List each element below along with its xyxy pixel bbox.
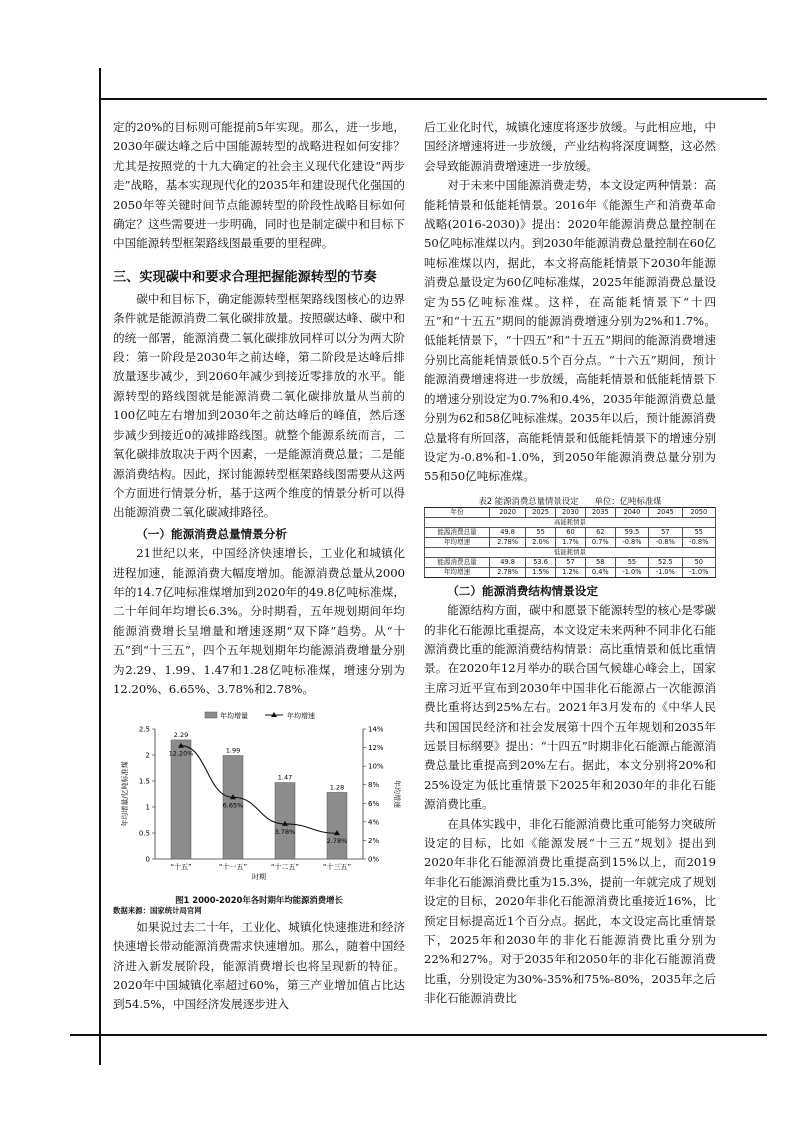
row-label: 年均增速 — [425, 537, 490, 547]
legend-bar-label: 年均增量 — [220, 712, 248, 721]
y-tick-label: 1 — [145, 803, 150, 812]
table-row — [425, 557, 716, 567]
table-cell: 2.78% — [490, 537, 526, 547]
table-cell: 0.7% — [585, 537, 615, 547]
table-cell: 0.4% — [585, 567, 615, 577]
y2-tick-label: 0% — [368, 855, 380, 864]
bar-data-label: 1.47 — [277, 773, 293, 782]
table-header-row — [425, 507, 716, 517]
y2-axis-label: 年均增速 — [393, 780, 401, 809]
y-tick-label: 2 — [145, 751, 150, 760]
left-column — [113, 118, 405, 1015]
table-row — [425, 567, 716, 577]
subsection-title: （二）能源消费结构情景设定 — [447, 583, 598, 598]
table-cell: 1.7% — [556, 537, 586, 547]
table-header-cell: 年份 — [425, 507, 490, 517]
table-header-cell: 2030 — [556, 507, 586, 517]
figure-source: 数据来源：国家统计局官网 — [113, 905, 202, 915]
y-tick-label: 0.5 — [138, 829, 150, 838]
bar — [327, 793, 347, 860]
table-title: 表2 能源消费总量情景设定 — [478, 495, 579, 506]
y2-tick-label: 4% — [368, 818, 380, 827]
line-data-label: 6.65% — [222, 801, 244, 810]
row-label: 能源消费总量 — [425, 557, 490, 567]
paragraph: 后工业化时代，城镇化速度将逐步放缓。与此相应地，中国经济增速将进一步放缓，产业结构将深度调整，这必然会导致能源消费增速进一步放缓。 — [424, 120, 716, 173]
paragraph: 能源结构方面，碳中和愿景下能源转型的核心是零碳的非化石能源比重提高，本文设定未来两种不同非化石能源消费比重的能源消费结构情景：高比重情景和低比重情景。在2020年12月举办的联合国气候雄心峰会上，国家主席习近平宣布到2030年中国非化石能源占一次能源消费比重将达到25%左右。2021年3月发布的《中华人民共和国国民经济和社会发展第十四个五年规划和2035年远景目标纲要》提出：“十四五”时期非化石能源占能源消费总量比重提高到20%左右。据此，本文分别将20%和25%设定为低比重情景下2025年和2030年的非化石能源消费比重。 — [424, 603, 716, 812]
table-cell: 1.5% — [526, 567, 556, 577]
y-axis-label: 年均增量/亿吨标准煤 — [121, 761, 129, 828]
line-data-label: 12.20% — [168, 750, 194, 759]
table-cell: 59.5 — [615, 527, 648, 537]
table-cell: 55 — [526, 527, 556, 537]
y2-tick-label: 14% — [368, 725, 384, 734]
line-data-label: 3.78% — [274, 828, 296, 837]
y2-tick-label: 2% — [368, 837, 380, 846]
table-cell: -0.8% — [649, 537, 682, 547]
bar-data-label: 1.28 — [329, 783, 345, 792]
bar — [171, 740, 191, 859]
table-cell: 57 — [649, 527, 682, 537]
table-header-cell: 2025 — [526, 507, 556, 517]
y-tick-label: 0 — [145, 855, 150, 864]
table-header-cell: 2035 — [585, 507, 615, 517]
table-group-row — [425, 547, 716, 557]
y-tick-label: 2.5 — [138, 725, 150, 734]
legend-line-label: 年均增速 — [287, 712, 315, 721]
section-title: 三、实现碳中和要求合理把握能源转型的节奏 — [113, 269, 377, 285]
header-rule — [99, 98, 767, 100]
row-label: 能源消费总量 — [425, 527, 490, 537]
table-cell: 58 — [585, 557, 615, 567]
y-tick-label: 1.5 — [138, 777, 150, 786]
y2-tick-label: 10% — [368, 763, 384, 772]
x-tick-label: “十五” — [170, 863, 192, 872]
x-tick-label: “十二五” — [270, 863, 300, 872]
legend-bar-swatch — [205, 712, 217, 718]
table-header-cell: 2050 — [682, 507, 715, 517]
table-cell: 50 — [682, 557, 715, 567]
table-cell: -0.8% — [615, 537, 648, 547]
paragraph: 如果说过去二十年，工业化、城镇化快速推进和经济快速增长带动能源消费需求快速增加。那么，随着中国经济进入新发展阶段，能源消费增长也将呈现新的特征。2020年中国城镇化率超过60%，第三产业增加值占比达到54.5%，中国经济发展逐步进入 — [113, 919, 405, 1012]
table-cell: -1.0% — [649, 567, 682, 577]
paragraph: 对于未来中国能源消费走势，本文设定两种情景：高能耗情景和低能耗情景。2016年《能源生产和消费革命战略(2016-2030)》提出：2020年能源消费总量控制在50亿吨标准煤以内。到2030年能源消费总量控制在60亿吨标准煤以内，据此，本文将高能耗情景下2030年能源消费总量设定为60亿吨标准煤，2025年能源消费总量设定为55亿吨标准煤。这样，在高能耗情景下“十四五”和“十五五”期间的能源消费增速分别为2%和1.7%。低能耗情景下，“十四五”和“十五五”期间的能源消费增速分别比高能耗情景低0.5个百分点。“十六五”期间，预计能源消费增速将进一步放缓，高能耗情景和低能耗情景下的增速分别设定为0.7%和0.4%，2035年能源消费总量分别为62和58亿吨标准煤。2035年以后，预计能源消费总量将有所回落，高能耗情景和低能耗情景下的增速分别设定为-0.8%和-1.0%，到2050年能源消费总量分别为55和50亿吨标准煤。 — [424, 178, 716, 484]
x-tick-label: “十三五” — [322, 863, 352, 872]
y2-tick-label: 8% — [368, 781, 380, 790]
table-cell: 1.2% — [556, 567, 586, 577]
x-axis-label: 时期 — [252, 873, 266, 882]
paragraph: 定的20%的目标则可能提前5年实现。那么，进一步地，2030年碳达峰之后中国能源转型的战略进程如何安排？尤其是按照党的十九大确定的社会主义现代化建设“两步走”战略，基本实现现代化的2035年和建设现代化强国的2050年等关键时间节点能源转型的阶段性战略目标如何确定？这些需要进一步明确，同时也是制定碳中和目标下中国能源转型框架路线图最重要的里程碑。 — [113, 120, 405, 251]
group-label-high: 高能耗情景 — [425, 517, 716, 527]
figure-1 — [113, 709, 405, 915]
paragraph: 21世纪以来，中国经济快速增长，工业化和城镇化进程加速，能源消费大幅度增加。能源消费总量从2000年的14.7亿吨标准煤增加到2020年的49.8亿吨标准煤，二十年间年均增长6.3%。分时期看，五年规划期间年均能源消费增长呈增量和增速逐期“双下降”趋势。从“十五”到“十三五”，四个五年规划期年均能源消费增量分别为2.29、1.99、1.47和1.28亿吨标准煤，增速分别为12.20%、6.65%、3.78%和2.78%。 — [113, 546, 405, 696]
table-header-cell: 2045 — [649, 507, 682, 517]
scenario-table — [424, 507, 716, 578]
line-data-label: 2.78% — [326, 837, 348, 846]
table-cell: 55 — [682, 527, 715, 537]
table-cell: 57 — [556, 557, 586, 567]
table-cell: 52.5 — [649, 557, 682, 567]
table-cell: 62 — [585, 527, 615, 537]
table-cell: -1.0% — [615, 567, 648, 577]
bar-data-label: 1.99 — [225, 746, 241, 755]
group-label-low: 低能耗情景 — [425, 547, 716, 557]
table-unit: 单位：亿吨标准煤 — [594, 495, 662, 506]
energy-growth-chart — [113, 709, 405, 887]
table-cell: 49.8 — [490, 527, 526, 537]
right-column — [424, 118, 716, 1009]
x-tick-label: “十一五” — [218, 863, 248, 872]
figure-caption: 图1 2000-2020年各时期年均能源消费增长 — [175, 894, 343, 905]
table-cell: 49.8 — [490, 557, 526, 567]
table-group-row — [425, 517, 716, 527]
table-cell: 55 — [615, 557, 648, 567]
bar — [275, 783, 295, 859]
table-header-cell: 2040 — [615, 507, 648, 517]
table-cell: 60 — [556, 527, 586, 537]
paragraph: 在具体实践中，非化石能源消费比重可能努力突破所设定的目标，比如《能源发展“十三五”规划》提出到2020年非化石能源消费比重提高到15%以上，而2019年非化石能源消费比重为15.3%，提前一年就完成了规划设定的目标，2020年非化石能源消费比重接近16%，比预定目标提高近1个百分点。据此，本文设定高比重情景下，2025年和2030年的非化石能源消费比重分别为22%和27%。对于2035年和2050年的非化石能源消费比重，分别设定为30%-35%和75%-80%，2035年之后非化石能源消费比 — [424, 816, 716, 1006]
y2-tick-label: 12% — [368, 744, 384, 753]
y2-tick-label: 6% — [368, 800, 380, 809]
table-row — [425, 537, 716, 547]
table-cell: -0.8% — [682, 537, 715, 547]
paragraph: 碳中和目标下，确定能源转型框架路线图核心的边界条件就是能源消费二氧化碳排放量。按照碳达峰、碳中和的统一部署，能源消费二氧化碳排放同样可以分为两大阶段：第一阶段是2030年之前达峰，第二阶段是达峰后排放量逐步减少，到2060年减少到接近零排放的水平。能源转型的路线图就是能源消费二氧化碳排放量从当前的100亿吨左右增加到2030年之前达峰后的峰值，然后逐步减少到接近0的减排路线图。就整个能源系统而言，二氧化碳排放取决于两个因素，一是能源消费总量；二是能源消费结构。因此，探讨能源转型框架路线图需要从这两个方面进行情景分析，基于这两个维度的情景分析可以得出能源消费二氧化碳减排路径。 — [113, 291, 405, 520]
margin-vertical-rule — [99, 68, 101, 1065]
table-cell: 53.6 — [526, 557, 556, 567]
table-cell: 2.0% — [526, 537, 556, 547]
footer-rule — [70, 1034, 767, 1036]
series-line — [181, 746, 337, 833]
table-header-cell: 2020 — [490, 507, 526, 517]
table-cell: 2.78% — [490, 567, 526, 577]
bar-data-label: 2.29 — [173, 731, 189, 740]
table-row — [425, 527, 716, 537]
table-caption — [424, 495, 716, 507]
table-cell: -1.0% — [682, 567, 715, 577]
table-2 — [424, 495, 716, 578]
row-label: 年均增速 — [425, 567, 490, 577]
subsection-title: （一）能源消费总量情景分析 — [136, 526, 287, 541]
